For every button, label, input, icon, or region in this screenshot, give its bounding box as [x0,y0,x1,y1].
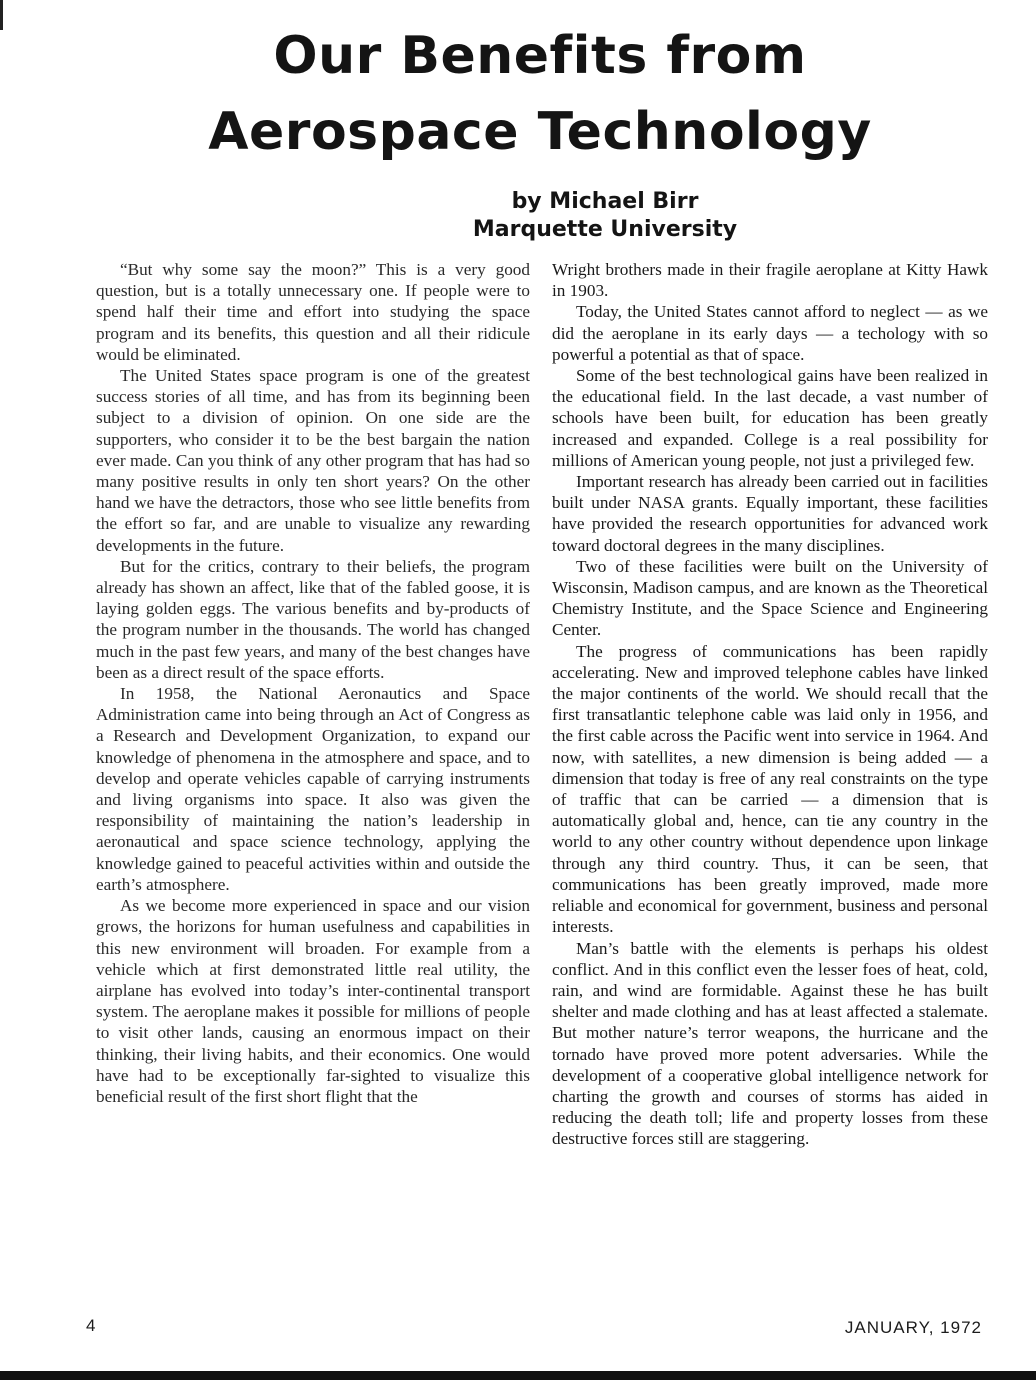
byline [380,188,830,244]
paragraph: “But why some say the moon?” This is a very good question, but is a totally unnecessary one. If people were to spend half their time and effort into studying the space program and its benefits, this question and all their ridicule would be eliminated. [96,260,530,364]
author-affiliation: Marquette University [472,217,738,242]
title-line-1: Our Benefits from [273,26,807,86]
article-title [0,18,1036,170]
bottom-scan-bar [0,1371,1036,1380]
left-column [96,259,530,1107]
paragraph: Important research has already been carried out in facilities built under NASA grants. Equally important, these facilities have provided the research opportunities for advanced work toward doctoral degrees in the many disciplines. [552,472,988,555]
issue-date: JANUARY, 1972 [844,1318,982,1337]
paragraph: Today, the United States cannot afford to neglect — as we did the aeroplane in its early days — a techology with so powerful a potential as that of space. [552,302,988,364]
paragraph: The United States space program is one of the greatest success stories of all time, and has from its beginning been subject to a division of opinion. On one side are the supporters, who consider it to be the best bargain the nation ever made. Can you think of any other program that has had so many positive results in only ten short years? On the other hand we have the detractors, those who see little benefits from the effort so far, and are unable to visualize any rewarding developments in the future. [96,366,530,555]
paragraph: Two of these facilities were built on the University of Wisconsin, Madison campus, and are known as the Theoretical Chemistry Institute, and the Space Science and Engineering Center. [552,556,988,640]
title-line-2: Aerospace Technology [208,102,872,162]
page-number: 4 [86,1316,96,1335]
paragraph: In 1958, the National Aeronautics and Space Administration came into being through an Act of Congress as a Research and Development Organization, to expand our knowledge of phenomena in the atmosphere and space, and to develop and operate vehicles capable of carrying instruments and living organisms into space. It also was given the responsibility of maintaining the nation’s leadership in aeronautical and space science technology, applying the knowledge gained to peaceful activities within and outside the earth’s atmosphere. [96,684,530,894]
paragraph: But for the critics, contrary to their beliefs, the program already has shown an affect, like that of the fabled goose, it is laying golden eggs. The various benefits and by-products of the program number in the thousands. The world has changed much in the past few years, and many of the best changes have been as a direct result of the space efforts. [96,556,530,682]
paragraph: As we become more experienced in space and our vision grows, the horizons for human usefulness and capabilities in this new environment will broaden. For example from a vehicle which at first demonstrated little real utility, the airplane has evolved into today’s inter-continental transport system. The aeroplane makes it possible for millions of people to visit other lands, causing an enormous impact on their thinking, their living habits, and their economics. One would have had to be exceptionally far-sighted to visualize this beneficial result of the first short flight that the [96,896,530,1106]
author-name: by Michael Birr [511,189,699,214]
paragraph: Man’s battle with the elements is perhaps his oldest conflict. And in this conflict even the lesser foes of heat, cold, rain, and wind are formidable. Against these he has built shelter and made clothing and has at least affected a stalemate. But mother nature’s terror weapons, the hurricane and the tornado have proved more potent adversaries. While the development of a cooperative global intelligence network for charting the growth and courses of storms has aided in reducing the death toll; life and property losses from these destructive forces still are staggering. [552,938,988,1149]
paragraph: The progress of communications has been rapidly accelerating. New and improved telephone cables have linked the major continents of the world. We should recall that the first transatlantic telephone cable was laid only in 1956, and the first cable across the Pacific went into service in 1964. And now, with satellites, a new dimension is being added — a dimension that today is free of any real constraints on the type of traffic that can be carried — a dimension that is automatically global and, hence, can tie any country in the world to any other country without dependence upon linkage through any third country. Thus, it can be seen, that communications has been greatly improved, made more reliable and economical for government, business and personal interests. [552,641,988,937]
right-column [552,259,988,1150]
paragraph-continued: Wright brothers made in their fragile aeroplane at Kitty Hawk in 1903. [552,260,988,301]
paragraph: Some of the best technological gains have been realized in the educational field. In the last decade, a vast number of schools have been built, for education has been greatly increased and expanded. College is a real possibility for millions of American young people, not just a privileged few. [552,366,988,470]
